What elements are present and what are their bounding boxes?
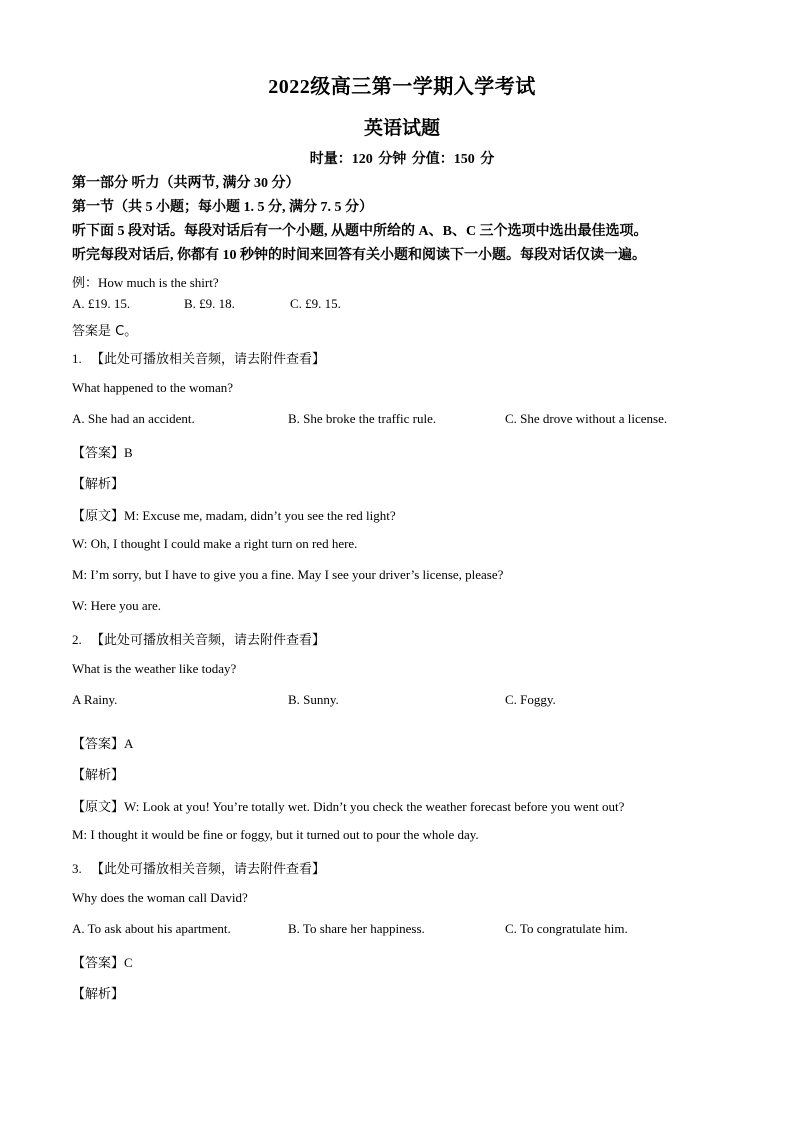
example-question: 例：How much is the shirt? [72, 275, 219, 290]
question-3-number: 3. [72, 861, 82, 876]
question-3-header [72, 858, 325, 877]
question-3-audio-note: 【此处可播放相关音频，请去附件查看】 [91, 862, 326, 877]
question-1-answer [72, 442, 133, 461]
question-1-transcript-4: W: Here you are. [72, 598, 162, 613]
example-option-c: C. £9. 15. [290, 296, 341, 311]
question-3-option-c: C. To congratulate him. [505, 921, 628, 936]
question-3-text: Why does the woman call David? [72, 890, 248, 905]
instruction-line-2: 听完每段对话后, 你都有 10 秒钟的时间来回答有关小题和阅读下一小题。每段对话仅读一遍。 [72, 248, 646, 263]
answer-value: C [124, 955, 133, 970]
answer-label: 【答案】 [72, 737, 125, 752]
question-1-transcript-3: M: I’m sorry, but I have to give you a fine. May I see your driver’s license, please? [72, 567, 504, 582]
question-2-text: What is the weather like today? [72, 661, 237, 676]
exam-subtitle: 英语试题 [363, 118, 440, 139]
question-2-header [72, 629, 325, 648]
question-2-option-a: A Rainy. [72, 692, 118, 707]
exam-timing: 时量：120 分钟 分值：150 分 [309, 152, 495, 167]
question-3-analysis-label: 【解析】 [72, 987, 125, 1002]
question-1-audio-note: 【此处可播放相关音频，请去附件查看】 [91, 352, 326, 367]
question-2-number: 2. [72, 632, 82, 647]
question-1-option-c: C. She drove without a license. [505, 411, 668, 426]
question-2-option-c: C. Foggy. [505, 692, 556, 707]
question-2-transcript-1: 【原文】W: Look at you! You’re totally wet. Didn’t you check the weather forecast before you went out? [72, 799, 625, 815]
answer-label: 【答案】 [72, 446, 125, 461]
question-2-option-b: B. Sunny. [288, 692, 339, 707]
question-3-answer [72, 952, 133, 971]
instruction-line-1: 听下面 5 段对话。每段对话后有一个小题, 从题中所给的 A、B、C 三个选项中选出最佳选项。 [72, 224, 648, 239]
question-3-option-b: B. To share her happiness. [288, 921, 425, 936]
answer-label: 【答案】 [72, 956, 125, 971]
question-3-option-a: A. To ask about his apartment. [72, 921, 231, 936]
question-1-option-b: B. She broke the traffic rule. [288, 411, 437, 426]
question-1-transcript-1: 【原文】M: Excuse me, madam, didn’t you see the red light? [72, 508, 396, 524]
example-option-a: A. £19. 15. [72, 296, 131, 311]
question-1-analysis-label: 【解析】 [72, 477, 125, 492]
question-2-analysis-label: 【解析】 [72, 768, 125, 783]
original-label: 【原文】 [72, 800, 125, 815]
section-heading: 第一节（共 5 小题；每小题 1. 5 分, 满分 7. 5 分） [72, 200, 373, 215]
question-1-option-a: A. She had an accident. [72, 411, 195, 426]
question-2-answer [72, 733, 133, 752]
question-1-number: 1. [72, 351, 82, 366]
original-label: 【原文】 [72, 509, 125, 524]
answer-value: A [124, 736, 134, 751]
question-1-transcript-2: W: Oh, I thought I could make a right turn on red here. [72, 536, 358, 551]
exam-title: 2022级高三第一学期入学考试 [268, 76, 536, 98]
question-2-transcript-2: M: I thought it would be fine or foggy, but it turned out to pour the whole day. [72, 827, 479, 842]
example-option-b: B. £9. 18. [184, 296, 235, 311]
question-2-audio-note: 【此处可播放相关音频，请去附件查看】 [91, 633, 326, 648]
answer-value: B [124, 445, 133, 460]
part-heading: 第一部分 听力（共两节, 满分 30 分） [72, 176, 300, 191]
document-page [72, 0, 732, 1123]
example-answer: 答案是 C。 [72, 324, 138, 339]
question-1-text: What happened to the woman? [72, 380, 233, 395]
question-1-header [72, 348, 325, 367]
